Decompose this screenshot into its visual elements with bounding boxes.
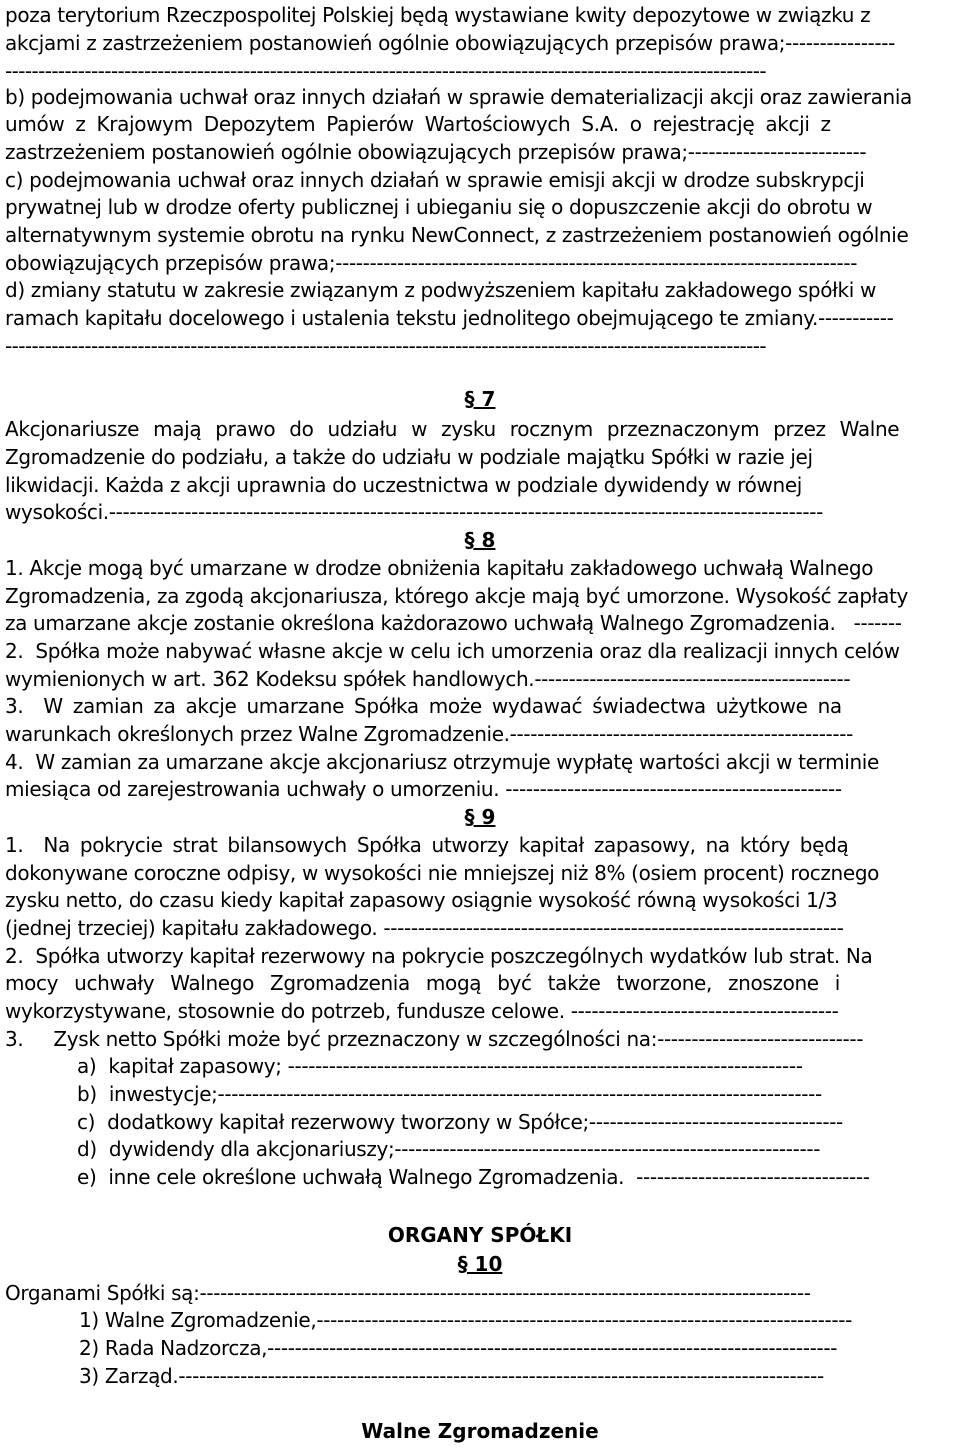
text-line: 4. W zamian za umarzane akcje akcjonariusz otrzymuje wypłatę wartości akcji w terminie	[5, 750, 879, 774]
text-line: zastrzeżeniem postanowień ogólnie obowiązujących przepisów prawa;--------------------------	[5, 140, 867, 164]
text-line: akcjami z zastrzeżeniem postanowień ogólnie obowiązujących przepisów prawa;----------------	[5, 31, 896, 55]
text-line: 2. Spółka utworzy kapitał rezerwowy na pokrycie poszczególnych wydatków lub strat. Na	[5, 944, 873, 968]
text-line: 2. Spółka może nabywać własne akcje w celu ich umorzenia oraz dla realizacji innych celów	[5, 639, 900, 663]
text-line: 3. Zysk netto Spółki może być przeznaczony w szczególności na:------------------------------	[5, 1027, 864, 1051]
text-line: 1. Na pokrycie strat bilansowych Spółka utworzy kapitał zapasowy, na który będą	[5, 833, 849, 857]
list-item: 3) Zarząd.----------------------------------------------------------------------------------------------	[79, 1364, 824, 1388]
text-line: poza terytorium Rzeczpospolitej Polskiej będą wystawiane kwity depozytowe w związku z	[5, 3, 871, 27]
text-line: obowiązujących przepisów prawa;----------------------------------------------------------------------------	[5, 251, 858, 275]
text-line: Zgromadzenie do podziału, a także do udziału w podziale majątku Spółki w razie jej	[5, 445, 813, 469]
list-item: b) inwestycje;----------------------------------------------------------------------------------------	[77, 1082, 822, 1106]
text-line: alternatywnym systemie obrotu na rynku NewConnect, z zastrzeżeniem postanowień ogólnie	[5, 223, 909, 247]
divider-line: -------------------------------------------------------------------------------------------------------------------	[5, 59, 766, 83]
text-line: 1. Akcje mogą być umarzane w drodze obniżenia kapitału zakładowego uchwałą Walnego	[5, 556, 874, 580]
walne-zgromadzenie-heading: Walne Zgromadzenie	[361, 1419, 599, 1443]
text-line: umów z Krajowym Depozytem Papierów Wartościowych S.A. o rejestrację akcji z	[5, 112, 831, 136]
section-8-heading: § 8	[464, 528, 496, 552]
text-line: wysokości.--------------------------------------------------------------------------------------------------------	[5, 500, 823, 524]
text-line: mocy uchwały Walnego Zgromadzenia mogą być także tworzone, znoszone i	[5, 971, 840, 995]
text-line: miesiąca od zarejestrowania uchwały o umorzeniu. -------------------------------------------------	[5, 777, 842, 801]
organs-heading: ORGANY SPÓŁKI	[387, 1223, 573, 1247]
section-10-heading: § 10	[457, 1252, 503, 1276]
text-line: Organami Spółki są:-----------------------------------------------------------------------------------------	[5, 1281, 811, 1305]
list-item: 1) Walne Zgromadzenie,------------------------------------------------------------------------------	[79, 1308, 852, 1332]
list-item: e) inne cele określone uchwałą Walnego Zgromadzenia. ----------------------------------	[77, 1165, 870, 1189]
text-line: 3. W zamian za akcje umarzane Spółka może wydawać świadectwa użytkowe na	[5, 694, 842, 718]
section-9-heading: § 9	[464, 805, 496, 829]
text-line: wykorzystywane, stosownie do potrzeb, fundusze celowe. ---------------------------------------	[5, 999, 839, 1023]
text-line: za umarzane akcje zostanie określona każdorazowo uchwałą Walnego Zgromadzenia. -------	[5, 611, 902, 635]
text-line: Zgromadzenia, za zgodą akcjonariusza, którego akcje mają być umorzone. Wysokość zapłaty	[5, 584, 908, 608]
text-line: (jednej trzeciej) kapitału zakładowego. -------------------------------------------------------------------	[5, 916, 844, 940]
text-line: zysku netto, do czasu kiedy kapitał zapasowy osiągnie wysokość równą wysokości 1/3	[5, 888, 838, 912]
divider-line: -------------------------------------------------------------------------------------------------------------------	[5, 334, 766, 358]
list-item: a) kapitał zapasowy; ---------------------------------------------------------------------------	[77, 1054, 803, 1078]
list-item: c) dodatkowy kapitał rezerwowy tworzony w Spółce;-------------------------------------	[77, 1110, 843, 1134]
text-line: warunkach określonych przez Walne Zgromadzenie.--------------------------------------------------	[5, 722, 854, 746]
text-line: Akcjonariusze mają prawo do udziału w zysku rocznym przeznaczonym przez Walne	[5, 417, 900, 441]
text-line: b) podejmowania uchwał oraz innych działań w sprawie dematerializacji akcji oraz zawierania	[5, 85, 912, 109]
list-item: d) dywidendy dla akcjonariuszy;--------------------------------------------------------------	[77, 1137, 821, 1161]
text-line: wymienionych w art. 362 Kodeksu spółek handlowych.----------------------------------------------	[5, 667, 851, 691]
list-item: 2) Rada Nadzorcza,-----------------------------------------------------------------------------------	[79, 1336, 838, 1360]
text-line: dokonywane coroczne odpisy, w wysokości nie mniejszej niż 8% (osiem procent) rocznego	[5, 861, 880, 885]
text-line: c) podejmowania uchwał oraz innych działań w sprawie emisji akcji w drodze subskrypcji	[5, 168, 865, 192]
text-line: likwidacji. Każda z akcji uprawnia do uczestnictwa w podziale dywidendy w równej	[5, 473, 803, 497]
section-7-heading: § 7	[464, 387, 496, 411]
text-line: prywatnej lub w drodze oferty publicznej i ubieganiu się o dopuszczenie akcji do obrotu w	[5, 195, 873, 219]
text-line: ramach kapitału docelowego i ustalenia tekstu jednolitego obejmującego te zmiany.-----------	[5, 306, 894, 330]
text-line: d) zmiany statutu w zakresie związanym z podwyższeniem kapitału zakładowego spółki w	[5, 278, 876, 302]
